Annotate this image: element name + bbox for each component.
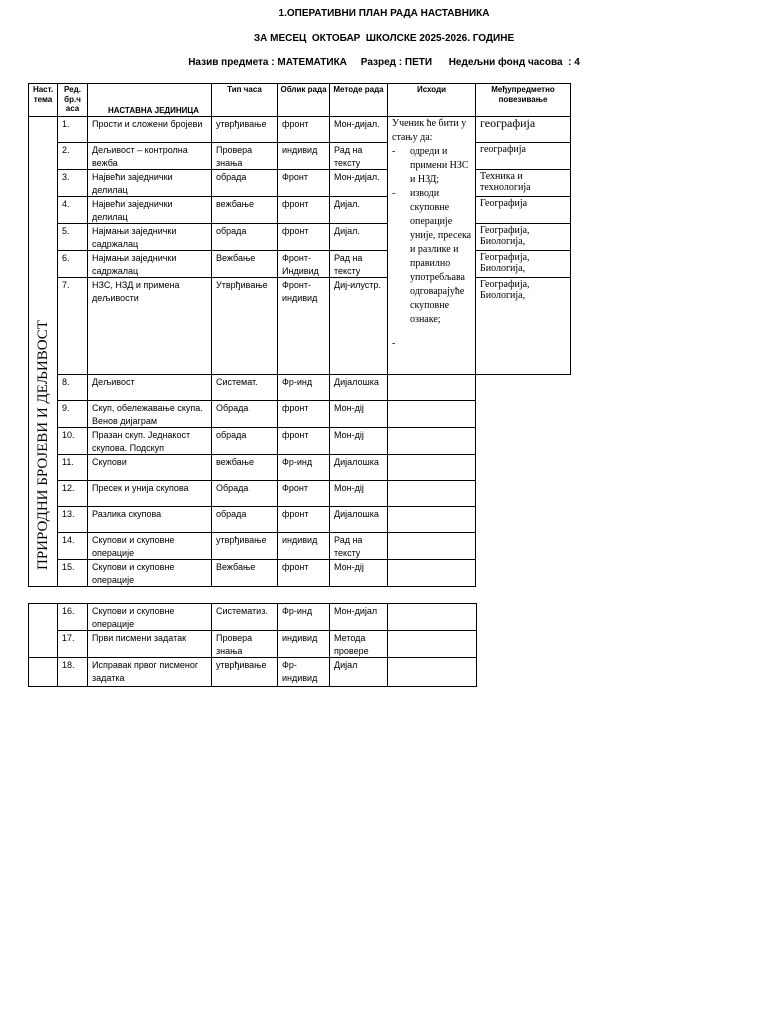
- cross-subject-relation: Географија, Биологија,: [476, 224, 571, 251]
- row-number: 7.: [58, 278, 88, 375]
- work-method: Мон-дијал: [330, 604, 388, 631]
- cross-subject-relation: Географија, Биологија,: [476, 251, 571, 278]
- cross-subject-relation: географија: [476, 117, 571, 143]
- row-number: 12.: [58, 481, 88, 507]
- work-form: индивид: [278, 631, 330, 658]
- table-row: [29, 117, 571, 143]
- work-form: Фр-инд: [278, 604, 330, 631]
- table-row: [29, 143, 571, 170]
- table-row: [29, 533, 571, 560]
- col-method-header: Методе рада: [330, 84, 388, 117]
- col-type-header: Тип часа: [212, 84, 278, 117]
- outcomes-empty-cell: [388, 604, 477, 631]
- cross-subject-relation: географија: [476, 143, 571, 170]
- cross-subject-relation: Географија: [476, 197, 571, 224]
- lesson-type: утврђивање: [212, 658, 278, 687]
- table-row: [29, 507, 571, 533]
- outcomes-cell: [388, 117, 476, 375]
- row-number: 10.: [58, 428, 88, 455]
- table-row: [29, 631, 477, 658]
- table-row: [29, 428, 571, 455]
- table-row: [29, 224, 571, 251]
- teaching-unit: Најмањи заједнички садржалац: [88, 251, 212, 278]
- work-method: Рад на тексту: [330, 533, 388, 560]
- table-row: [29, 455, 571, 481]
- lesson-type: Обрада: [212, 401, 278, 428]
- teaching-unit: Најмањи заједнички садржалац: [88, 224, 212, 251]
- teaching-unit: Највећи заједнички делилац: [88, 170, 212, 197]
- work-method: Диј-илустр.: [330, 278, 388, 375]
- table-row: [29, 604, 477, 631]
- cross-subject-relation: Техника и технологија: [476, 170, 571, 197]
- teaching-unit: Дељивост: [88, 375, 212, 401]
- work-form: фронт: [278, 428, 330, 455]
- teaching-unit: Скуп, обележавање скупа. Венов дијаграм: [88, 401, 212, 428]
- outcome-item: - изводи скуповне операције уније, пресека и разлике и правилно употребљава одговарајуће скуповне ознаке;: [392, 187, 473, 327]
- col-theme-header: Наст. тема: [29, 84, 58, 117]
- lesson-type: утврђивање: [212, 117, 278, 143]
- outcomes-empty-cell: [388, 455, 476, 481]
- outcomes-empty-cell: [388, 658, 477, 687]
- header-row: [29, 84, 571, 117]
- work-form: Фронт: [278, 481, 330, 507]
- lesson-type: Вежбање: [212, 560, 278, 587]
- row-number: 17.: [58, 631, 88, 658]
- lesson-type: Обрада: [212, 481, 278, 507]
- work-method: Мон-дij: [330, 481, 388, 507]
- work-form: Фронт: [278, 170, 330, 197]
- teaching-unit: Пресек и унија скупова: [88, 481, 212, 507]
- subject-line: Назив предмета : МАТЕМАТИКА Разред : ПЕТИ Недељни фонд часова : 4: [188, 57, 580, 68]
- work-form: фронт: [278, 117, 330, 143]
- table-row: [29, 401, 571, 428]
- row-number: 2.: [58, 143, 88, 170]
- plan-title: 1.ОПЕРАТИВНИ ПЛАН РАДА НАСТАВНИКА: [278, 8, 490, 19]
- teaching-unit: Разлика скупова: [88, 507, 212, 533]
- row-number: 16.: [58, 604, 88, 631]
- teaching-unit: НЗС, НЗД и примена дељивости: [88, 278, 212, 375]
- outcomes-list: [392, 145, 473, 327]
- outcomes-intro: Ученик ће бити у стању да:: [392, 118, 467, 143]
- outcome-trailing-dash: -: [392, 338, 396, 349]
- teaching-unit: Исправак првог писменог задатка: [88, 658, 212, 687]
- lesson-type: обрада: [212, 170, 278, 197]
- work-method: Дијалошка: [330, 375, 388, 401]
- teaching-unit: Скупови: [88, 455, 212, 481]
- work-form: Фр-инд: [278, 455, 330, 481]
- work-method: Мон-дијал.: [330, 117, 388, 143]
- work-method: Дијал: [330, 658, 388, 687]
- teaching-unit: Дељивост – контролна вежба: [88, 143, 212, 170]
- work-form: Фронт-Индивид: [278, 251, 330, 278]
- row-number: 6.: [58, 251, 88, 278]
- lesson-type: Утврђивање: [212, 278, 278, 375]
- col-outcomes-header: Исходи: [388, 84, 476, 117]
- work-form: индивид: [278, 533, 330, 560]
- outcomes-empty-cell: [388, 507, 476, 533]
- table-row: [29, 375, 571, 401]
- work-method: Дијал.: [330, 224, 388, 251]
- teaching-unit: Скупови и скуповне операције: [88, 560, 212, 587]
- lesson-type: Системат.: [212, 375, 278, 401]
- teaching-unit: Највећи заједнички делилац: [88, 197, 212, 224]
- work-form: фронт: [278, 560, 330, 587]
- work-method: Мон-дијал.: [330, 170, 388, 197]
- row-number: 11.: [58, 455, 88, 481]
- row-number: 4.: [58, 197, 88, 224]
- row-number: 1.: [58, 117, 88, 143]
- row-number: 5.: [58, 224, 88, 251]
- lesson-type: обрада: [212, 507, 278, 533]
- work-form: индивид: [278, 143, 330, 170]
- cross-subject-relation: Географија, Биологија,: [476, 278, 571, 375]
- table-row: [29, 278, 571, 375]
- table-row: [29, 251, 571, 278]
- work-method: Дијалошка: [330, 455, 388, 481]
- lesson-type: Провера знања: [212, 631, 278, 658]
- plan-table: [28, 83, 571, 587]
- outcomes-empty-cell: [388, 428, 476, 455]
- teaching-unit: Скупови и скуповне операције: [88, 533, 212, 560]
- lesson-type: Систематиз.: [212, 604, 278, 631]
- table-row: [29, 481, 571, 507]
- work-form: Фр-инд: [278, 375, 330, 401]
- table-row: [29, 197, 571, 224]
- outcomes-empty-cell: [388, 631, 477, 658]
- theme-cell-empty: [29, 604, 58, 658]
- lesson-type: Вежбање: [212, 251, 278, 278]
- work-method: Мон-дij: [330, 401, 388, 428]
- row-number: 13.: [58, 507, 88, 533]
- work-form: фронт: [278, 401, 330, 428]
- lesson-type: Провера знања: [212, 143, 278, 170]
- month-line: ЗА МЕСЕЦ ОКТОБАР ШКОЛСКЕ 2025-2026. ГОДИНЕ: [253, 33, 515, 44]
- work-form: фронт: [278, 507, 330, 533]
- row-number: 3.: [58, 170, 88, 197]
- row-number: 9.: [58, 401, 88, 428]
- outcomes-empty-cell: [388, 401, 476, 428]
- work-form: Фронт-индивид: [278, 278, 330, 375]
- lesson-type: вежбање: [212, 455, 278, 481]
- work-form: фронт: [278, 224, 330, 251]
- work-method: Метода провере: [330, 631, 388, 658]
- table-row: [29, 658, 477, 687]
- row-number: 18.: [58, 658, 88, 687]
- plan-table-continued: [28, 603, 477, 687]
- work-method: Мон-дij: [330, 428, 388, 455]
- outcomes-empty-cell: [388, 375, 476, 401]
- lesson-type: обрада: [212, 224, 278, 251]
- theme-cell: [29, 117, 58, 587]
- work-method: Мон-дij: [330, 560, 388, 587]
- col-unit-header: НАСТАВНА ЈЕДИНИЦА: [88, 84, 212, 117]
- work-method: Дијалошка: [330, 507, 388, 533]
- lesson-type: утврђивање: [212, 533, 278, 560]
- row-number: 8.: [58, 375, 88, 401]
- lesson-type: обрада: [212, 428, 278, 455]
- outcome-item: - одреди и примени НЗС и НЗД;: [392, 145, 473, 187]
- work-form: фронт: [278, 197, 330, 224]
- work-method: Рад на тексту: [330, 143, 388, 170]
- outcomes-empty-cell: [388, 533, 476, 560]
- teaching-unit: Први писмени задатак: [88, 631, 212, 658]
- outcomes-empty-cell: [388, 481, 476, 507]
- outcomes-empty-cell: [388, 560, 476, 587]
- lesson-type: вежбање: [212, 197, 278, 224]
- theme-cell-empty: [29, 658, 58, 687]
- teaching-unit: Скупови и скуповне операције: [88, 604, 212, 631]
- row-number: 15.: [58, 560, 88, 587]
- teaching-unit: Прости и сложени бројеви: [88, 117, 212, 143]
- col-relations-header: Међупредметно повезивање: [476, 84, 571, 117]
- teaching-unit: Празан скуп. Једнакост скупова. Подскуп: [88, 428, 212, 455]
- work-method: Дијал.: [330, 197, 388, 224]
- theme-label: ПРИРОДНИ БРОЈЕВИ И ДЕЉИВОСТ: [34, 319, 51, 570]
- work-form: Фр-индивид: [278, 658, 330, 687]
- col-form-header: Облик рада: [278, 84, 330, 117]
- table-row: [29, 170, 571, 197]
- work-method: Рад на тексту: [330, 251, 388, 278]
- row-number: 14.: [58, 533, 88, 560]
- table-row: [29, 560, 571, 587]
- col-num-header: Ред. бр.ч аса: [58, 84, 88, 117]
